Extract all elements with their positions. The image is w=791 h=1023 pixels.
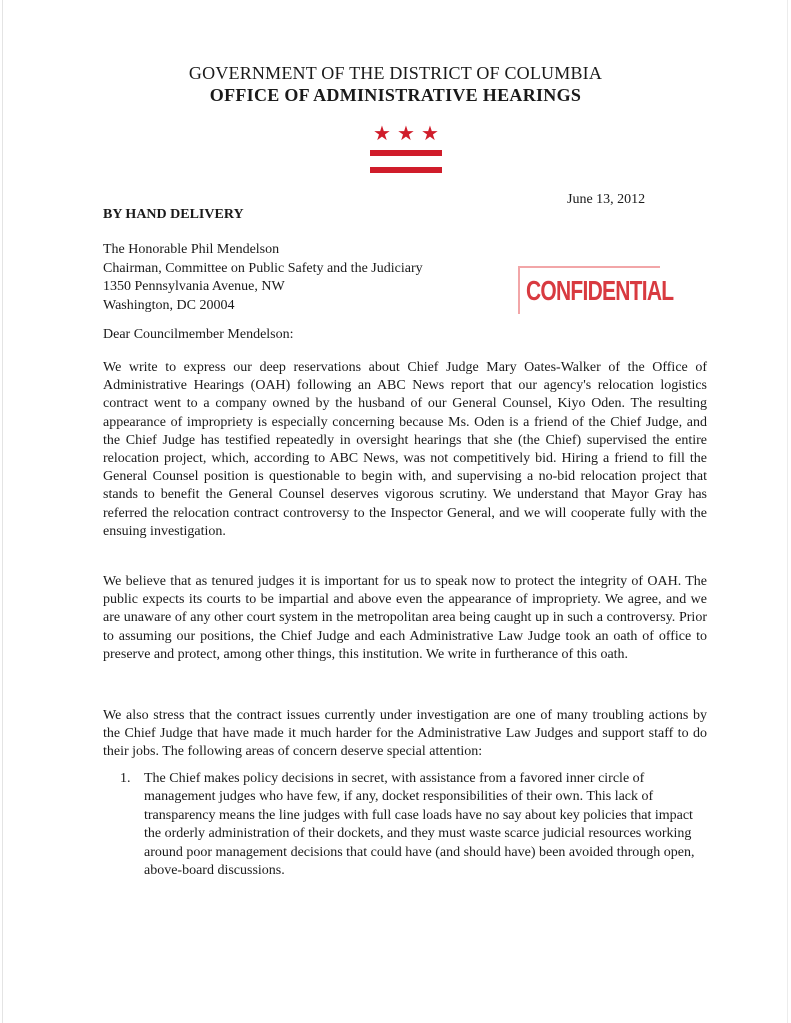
scan-edge-right bbox=[787, 0, 788, 1023]
office-heading: OFFICE OF ADMINISTRATIVE HEARINGS bbox=[209, 85, 582, 105]
scan-edge-left bbox=[2, 0, 3, 1023]
dc-flag-icon bbox=[370, 124, 442, 176]
flag-bar-top bbox=[370, 150, 442, 156]
letter-date: June 13, 2012 bbox=[567, 192, 646, 207]
list-item-number: 1. bbox=[120, 771, 131, 786]
recipient-name: The Honorable Phil Mendelson bbox=[103, 242, 280, 257]
government-heading: GOVERNMENT OF THE DISTRICT OF COLUMBIA bbox=[188, 63, 603, 83]
salutation: Dear Councilmember Mendelson: bbox=[103, 327, 294, 342]
recipient-city: Washington, DC 20004 bbox=[103, 297, 235, 313]
body-paragraph-2: We believe that as tenured judges it is important for us to speak now to protect the integrity of OAH. The public expects its courts to be impartial and above even the appearance of impropriety. We agree, and we are unaware of any other court system in the metropolitan area being caught up in such a controversy. Prior to assuming our positions, the Chief Judge and each Administrative Law Judge took an oath of office to preserve and protect, among other things, this institution. We write in furtherance of this oath. bbox=[103, 574, 707, 662]
body-paragraph-1: We write to express our deep reservations about Chief Judge Mary Oates-Walker of the Office of Administrative Hearings (OAH) following an ABC News report that our agency's relocation logistics contract went to a company owned by the husband of our General Counsel, Kiyo Oden. The resulting appearance of impropriety is especially concerning because Ms. Oden is a friend of the Chief Judge, and the Chief Judge has testified repeatedly in oversight hearings that she (the Chief) supervised the entire relocation project, which, according to ABC News, was not competitively bid. Hiring a friend to fill the General Counsel position is questionable to begin with, and supervising a no-bid relocation project that stands to benefit the General Counsel deserves vigorous scrutiny. We understand that Mayor Gray has referred the relocation contract controversy to the Inspector General, and we will cooperate fully with the ensuing investigation. bbox=[103, 360, 707, 539]
recipient-address bbox=[103, 241, 423, 315]
body-paragraph-3: We also stress that the contract issues currently under investigation are one of many troubling actions by the Chief Judge that have made it much harder for the Administrative Law Judges and support staff to do their jobs. The following areas of concern deserve special attention: bbox=[103, 708, 707, 760]
flag-star-icon: ★ bbox=[373, 123, 391, 145]
confidential-stamp-text: CONFIDENTIAL bbox=[526, 275, 674, 306]
recipient-street: 1350 Pennsylvania Avenue, NW bbox=[103, 279, 285, 294]
flag-star-icon: ★ bbox=[421, 123, 439, 145]
delivery-method: BY HAND DELIVERY bbox=[103, 207, 244, 222]
flag-bar-bottom bbox=[370, 167, 442, 173]
flag-star-icon: ★ bbox=[397, 123, 415, 145]
recipient-title: Chairman, Committee on Public Safety and the Judiciary bbox=[103, 260, 423, 276]
list-item-text: The Chief makes policy decisions in secret, with assistance from a favored inner circle of management judges who have few, if any, docket responsibilities of their own. This lack of transparency means the line judges with full case loads have no say about key policies that impact the orderly administration of their dockets, and they must waste scarce judicial resources working around poor management decisions that could have (and should have) been avoided through open, above-board discussions. bbox=[144, 771, 695, 879]
confidential-stamp bbox=[518, 266, 674, 316]
